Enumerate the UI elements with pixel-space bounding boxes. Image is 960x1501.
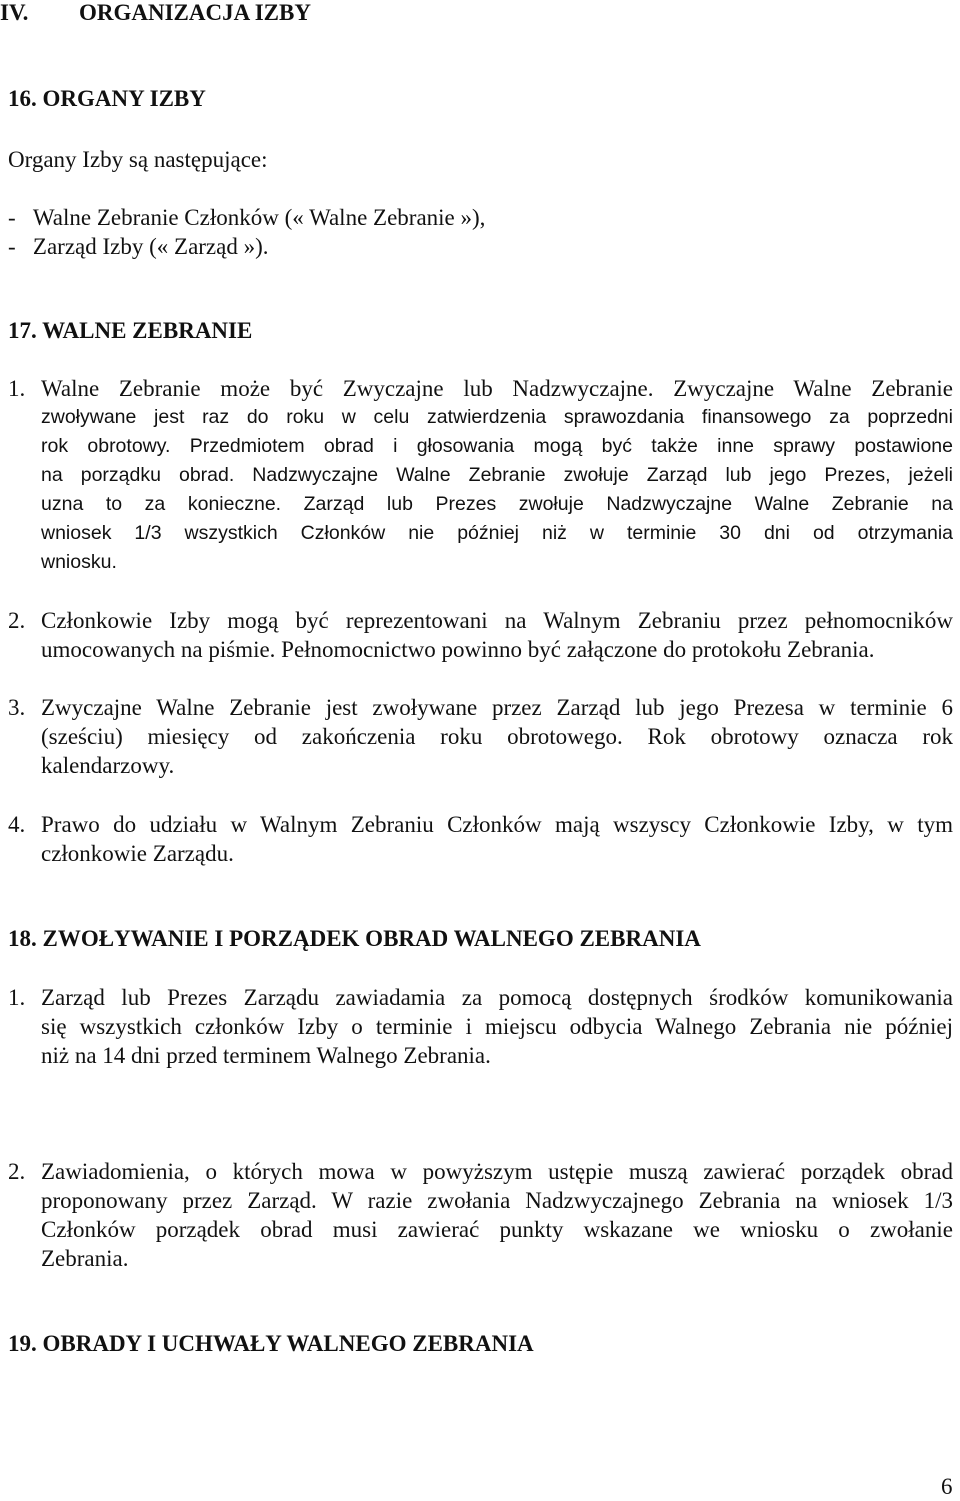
paragraph-line: Zawiadomienia, o których mowa w powyższym ustępie muszą zawierać porządek obrad bbox=[41, 1159, 953, 1184]
section-17-paragraph-4 bbox=[8, 810, 953, 868]
paragraph-line: Zebrania. bbox=[41, 1246, 129, 1271]
paragraph-line: Prawo do udziału w Walnym Zebraniu Członków mają wszyscy Członkowie Izby, w tym bbox=[41, 812, 953, 837]
paragraph-line: rok obrotowy. Przedmiotem obrad i głosowania mogą być także inne sprawy postawione bbox=[41, 435, 953, 457]
paragraph-line: proponowany przez Zarząd. W razie zwołania Nadzwyczajnego Zebrania na wniosek 1/3 bbox=[41, 1188, 953, 1213]
section-18-heading: 18. ZWOŁYWANIE I PORZĄDEK OBRAD WALNEGO ZEBRANIA bbox=[8, 926, 701, 951]
section-16-heading: 16. ORGANY IZBY bbox=[8, 86, 206, 111]
section-16-item-1: - Walne Zebranie Członków (« Walne Zebranie »), bbox=[8, 205, 486, 230]
paragraph-line: kalendarzowy. bbox=[41, 753, 175, 778]
section-16-intro: Organy Izby są następujące: bbox=[8, 147, 268, 172]
paragraph-line: niż na 14 dni przed terminem Walnego Zebrania. bbox=[41, 1043, 491, 1068]
paragraph-line: uzna to za konieczne. Zarząd lub Prezes zwołuje Nadzwyczajne Walne Zebranie na bbox=[41, 493, 953, 515]
paragraph-number: 4. bbox=[8, 812, 26, 837]
paragraph-line: (sześciu) miesięcy od zakończenia roku obrotowego. Rok obrotowy oznacza rok bbox=[41, 724, 953, 749]
paragraph-number: 2. bbox=[8, 608, 26, 633]
section-16-item-2: - Zarząd Izby (« Zarząd »). bbox=[8, 234, 269, 259]
section-17-paragraph-1 bbox=[8, 374, 953, 577]
section-17-paragraph-3 bbox=[8, 693, 953, 780]
section-17-paragraph-2 bbox=[8, 606, 953, 664]
paragraph-number: 2. bbox=[8, 1159, 26, 1184]
paragraph-line: wniosku. bbox=[41, 551, 117, 573]
paragraph-line: wniosek 1/3 wszystkich Członków nie później niż w terminie 30 dni od otrzymania bbox=[41, 522, 953, 544]
section-18-paragraph-1 bbox=[8, 983, 953, 1070]
paragraph-line: Członkowie Izby mogą być reprezentowani na Walnym Zebraniu przez pełnomocników bbox=[41, 608, 953, 633]
paragraph-number: 1. bbox=[8, 985, 26, 1010]
chapter-title: ORGANIZACJA IZBY bbox=[79, 0, 311, 25]
section-19-heading: 19. OBRADY I UCHWAŁY WALNEGO ZEBRANIA bbox=[8, 1331, 534, 1356]
paragraph-line: zwoływane jest raz do roku w celu zatwierdzenia sprawozdania finansowego za poprzedni bbox=[41, 406, 953, 428]
paragraph-line: Zarząd lub Prezes Zarządu zawiadamia za pomocą dostępnych środków komunikowania bbox=[41, 985, 953, 1010]
paragraph-line: Zwyczajne Walne Zebranie jest zwoływane przez Zarząd lub jego Prezesa w terminie 6 bbox=[41, 695, 953, 720]
paragraph-line: członkowie Zarządu. bbox=[41, 841, 234, 866]
chapter-number: IV. bbox=[0, 0, 29, 25]
page-number: 6 bbox=[941, 1474, 953, 1499]
paragraph-line: na porządku obrad. Nadzwyczajne Walne Zebranie zwołuje Zarząd lub jego Prezes, jeżeli bbox=[41, 464, 953, 486]
paragraph-line: się wszystkich członków Izby o terminie i miejscu odbycia Walnego Zebrania nie później bbox=[41, 1014, 953, 1039]
paragraph-number: 1. bbox=[8, 376, 26, 401]
paragraph-line: Walne Zebranie może być Zwyczajne lub Nadzwyczajne. Zwyczajne Walne Zebranie bbox=[41, 376, 953, 401]
paragraph-number: 3. bbox=[8, 695, 26, 720]
section-18-paragraph-2 bbox=[8, 1157, 953, 1273]
paragraph-line: Członków porządek obrad musi zawierać punkty wskazane we wniosku o zwołanie bbox=[41, 1217, 953, 1242]
paragraph-line: umocowanych na piśmie. Pełnomocnictwo powinno być załączone do protokołu Zebrania. bbox=[41, 637, 875, 662]
section-17-heading: 17. WALNE ZEBRANIE bbox=[8, 318, 253, 343]
